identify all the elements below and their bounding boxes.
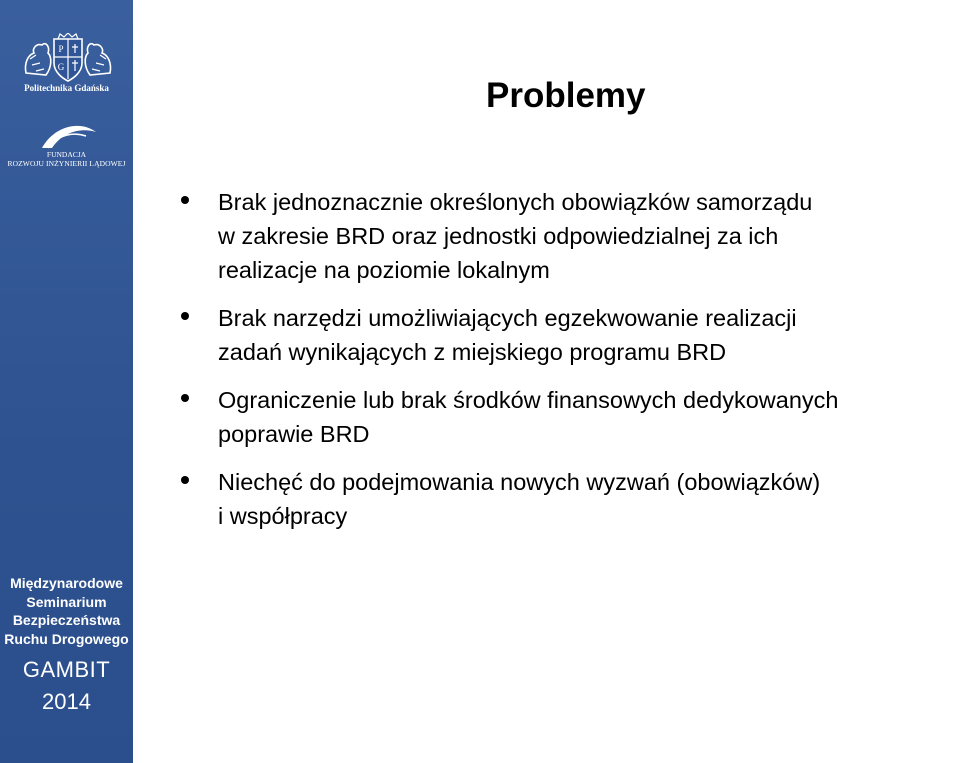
bullet-line: zadań wynikających z miejskiego programu BRD: [218, 339, 727, 365]
event-name-line: Seminarium: [26, 593, 107, 610]
bullet-line: Brak jednoznacznie określonych obowiązków samorządu: [218, 189, 813, 215]
bullet-dot-icon: [181, 312, 189, 320]
bullet-line: poprawie BRD: [218, 421, 370, 447]
slide-title: Problemy: [486, 76, 646, 115]
bullet-item: [178, 185, 958, 287]
foundation-name-line1: FUNDACJA: [46, 150, 87, 159]
bullet-dot-icon: [181, 476, 189, 484]
bullet-line: w zakresie BRD oraz jednostki odpowiedzialnej za ich: [218, 223, 779, 249]
bullet-dot-icon: [181, 196, 189, 204]
event-name-line: Międzynarodowe: [10, 575, 123, 591]
foundation-logo: [40, 122, 98, 150]
bullet-item: [178, 465, 958, 533]
university-name: Politechnika Gdańska: [24, 83, 109, 93]
politechnika-crest-logo: [22, 33, 114, 83]
event-name-line: Ruchu Drogowego: [4, 630, 129, 647]
bullet-line: Ograniczenie lub brak środków finansowych dedykowanych: [218, 387, 839, 413]
bullet-line: realizacje na poziomie lokalnym: [218, 257, 550, 283]
event-name-line: Bezpieczeństwa: [12, 612, 121, 628]
event-year: 2014: [42, 689, 91, 714]
foundation-name-line2: ROZWOJU INŻYNIERII LĄDOWEJ: [7, 159, 126, 168]
sidebar: [0, 0, 133, 763]
crest-letter-g: G: [57, 62, 65, 72]
bullet-line: Brak narzędzi umożliwiających egzekwowanie realizacji: [218, 305, 797, 331]
bullet-line: i współpracy: [218, 503, 348, 529]
bullet-item: [178, 301, 958, 369]
bullet-item: [178, 383, 958, 451]
bullet-dot-icon: [181, 394, 189, 402]
event-name: [0, 574, 133, 648]
event-brand: GAMBIT: [22, 657, 111, 682]
crest-letter-p: P: [58, 44, 64, 54]
bullet-line: Niechęć do podejmowania nowych wyzwań (obowiązków): [218, 469, 821, 495]
bullet-list: [178, 185, 958, 548]
